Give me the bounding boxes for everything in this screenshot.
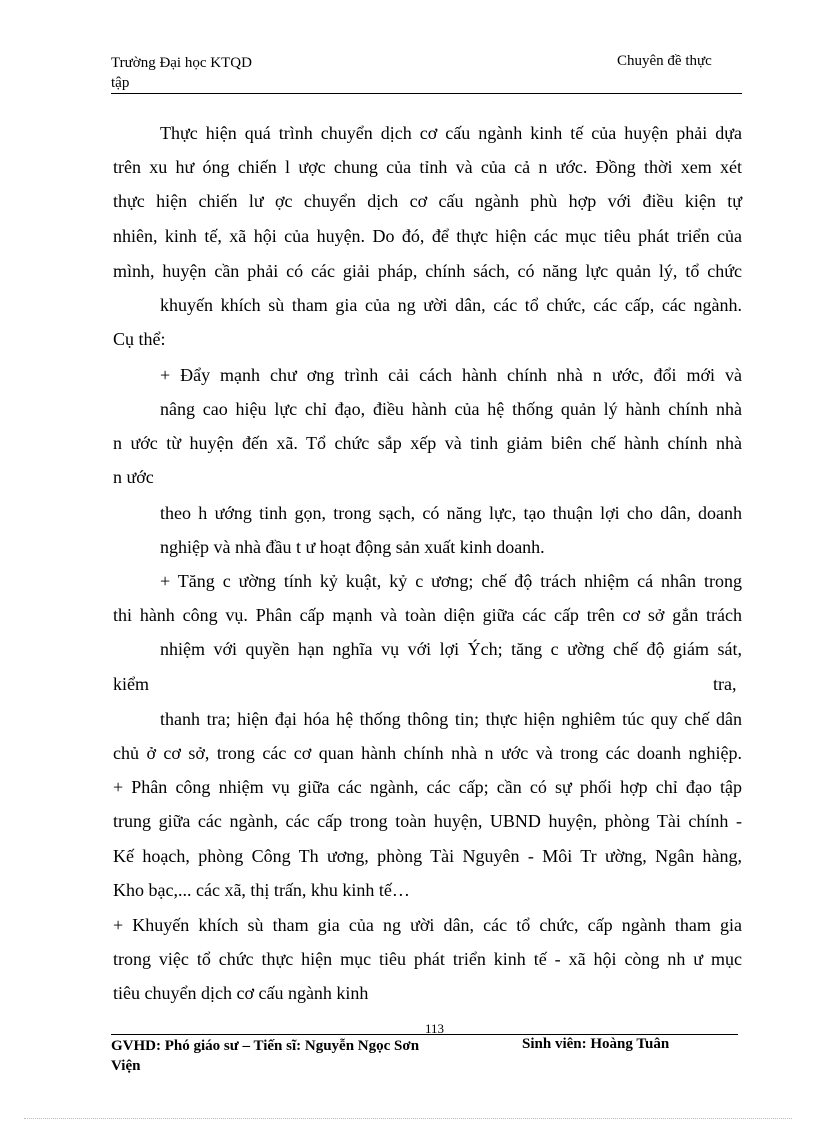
header-left	[111, 53, 252, 93]
page-bottom-dotted-line	[24, 1118, 792, 1119]
footer-divider	[111, 1034, 738, 1035]
footer-left	[111, 1036, 419, 1076]
body-line: mình, huyện cần phải có các giải pháp, chính sách, có năng lực quản lý, tổ chức	[113, 261, 742, 281]
header-school: Trường Đại học KTQD	[111, 55, 252, 71]
body-line: trên xu hư óng chiến l ược chung của tỉnh và của cả n ước. Đồng thời xem xét	[113, 157, 742, 177]
body-line: thi hành công vụ. Phân cấp mạnh và toàn diện giữa các cấp trên cơ sở gắn trách	[113, 605, 742, 625]
header-right: Chuyên đề thực	[617, 53, 712, 69]
header-divider	[111, 93, 742, 94]
body-line: Cụ thể:	[113, 329, 166, 349]
body-line: thanh tra; hiện đại hóa hệ thống thông tin; thực hiện nghiêm túc quy chế dân	[160, 709, 742, 729]
body-line: n ước	[113, 467, 154, 487]
header-left-cont: tập	[111, 75, 130, 91]
body-line: tra,	[713, 674, 737, 694]
body-line: + Khuyến khích sù tham gia của ng ười dân, các tổ chức, cấp ngành tham gia	[113, 915, 742, 935]
body-line: Thực hiện quá trình chuyển dịch cơ cấu ngành kinh tế của huyện phải dựa	[160, 123, 742, 143]
body-line: Kho bạc,... các xã, thị trấn, khu kinh tế…	[113, 880, 410, 900]
body-line: nghiệp và nhà đầu t ư hoạt động sản xuất kinh doanh.	[160, 537, 545, 557]
body-line: trung giữa các ngành, các cấp trong toàn huyện, UBND huyện, phòng Tài chính -	[113, 811, 742, 831]
footer-supervisor: GVHD: Phó giáo sư – Tiến sĩ: Nguyễn Ngọc Sơn	[111, 1038, 420, 1054]
body-line: trong việc tổ chức thực hiện mục tiêu phát triển kinh tế - xã hội còng nh ư mục	[113, 949, 742, 969]
body-line: n ước từ huyện đến xã. Tổ chức sắp xếp và tinh giảm biên chế hành chính nhà	[113, 433, 742, 453]
body-line: + Phân công nhiệm vụ giữa các ngành, các cấp; cần có sự phối hợp chỉ đạo tập	[113, 777, 742, 797]
body-line: nâng cao hiệu lực chỉ đạo, điều hành của hệ thống quản lý hành chính nhà	[160, 399, 742, 419]
body-line: + Đẩy mạnh chư ơng trình cải cách hành chính nhà n ước, đổi mới và	[160, 365, 742, 385]
body-line: khuyến khích sù tham gia của ng ười dân, các tổ chức, các cấp, các ngành.	[160, 295, 742, 315]
footer-left-cont: Viện	[111, 1058, 141, 1074]
body-line: Kế hoạch, phòng Công Th ương, phòng Tài Nguyên - Môi Tr ường, Ngân hàng,	[113, 846, 742, 866]
body-line: nhiệm với quyền hạn nghĩa vụ với lợi Ých; tăng c ường chế độ giám sát,	[160, 639, 742, 659]
body-line: + Tăng c ường tính kỷ kuật, kỷ c ương; chế độ trách nhiệm cá nhân trong	[160, 571, 742, 591]
body-line: chủ ở cơ sở, trong các cơ quan hành chính nhà n ước và trong các doanh nghiệp.	[113, 743, 742, 763]
body-line: kiểm	[113, 674, 149, 694]
page-number: 113	[425, 1021, 445, 1036]
body-line: tiêu chuyển dịch cơ cấu ngành kinh	[113, 983, 369, 1003]
body-line: nhiên, kinh tế, xã hội của huyện. Do đó, để thực hiện các mục tiêu phát triển của	[113, 226, 742, 246]
body-line: theo h ướng tinh gọn, trong sạch, có năng lực, tạo thuận lợi cho dân, doanh	[160, 503, 742, 523]
footer-student: Sinh viên: Hoàng Tuân	[522, 1036, 670, 1052]
body-line: thực hiện chiến lư ợc chuyển dịch cơ cấu ngành phù hợp với điều kiện tự	[113, 191, 742, 211]
